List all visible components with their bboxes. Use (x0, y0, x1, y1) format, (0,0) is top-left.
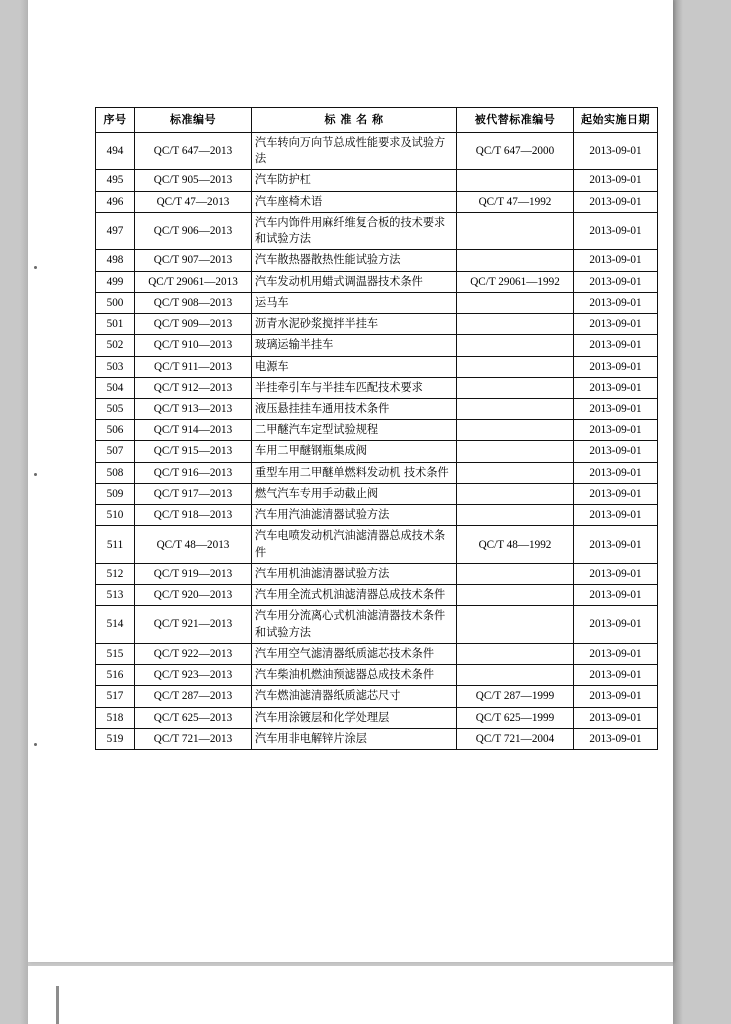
cell-replaced (457, 292, 574, 313)
cell-code: QC/T 287—2013 (135, 686, 252, 707)
cell-date: 2013-09-01 (574, 314, 658, 335)
cell-index: 516 (96, 665, 135, 686)
table-row (96, 526, 658, 563)
table-body (96, 132, 658, 749)
cell-code: QC/T 47—2013 (135, 191, 252, 212)
cell-replaced (457, 606, 574, 643)
cell-index: 506 (96, 420, 135, 441)
table-row (96, 132, 658, 169)
cell-name: 汽车用分流离心式机油滤清器技术条件和试验方法 (252, 606, 457, 643)
cell-replaced: QC/T 48—1992 (457, 526, 574, 563)
cell-code: QC/T 909—2013 (135, 314, 252, 335)
cell-replaced (457, 335, 574, 356)
cell-index: 503 (96, 356, 135, 377)
cell-code: QC/T 721—2013 (135, 728, 252, 749)
cell-name: 车用二甲醚钢瓶集成阀 (252, 441, 457, 462)
table-row (96, 606, 658, 643)
cell-index: 496 (96, 191, 135, 212)
cell-replaced: QC/T 625—1999 (457, 707, 574, 728)
cell-code: QC/T 917—2013 (135, 483, 252, 504)
cell-replaced: QC/T 647—2000 (457, 132, 574, 169)
table-header-row (96, 108, 658, 133)
cell-name: 汽车转向万向节总成性能要求及试验方法 (252, 132, 457, 169)
table-row (96, 728, 658, 749)
cell-index: 495 (96, 170, 135, 191)
page-right-shadow (673, 0, 683, 1024)
cell-name: 汽车用空气滤清器纸质滤芯技术条件 (252, 643, 457, 664)
cell-name: 半挂牵引车与半挂车匹配技术要求 (252, 377, 457, 398)
cell-date: 2013-09-01 (574, 526, 658, 563)
cell-date: 2013-09-01 (574, 250, 658, 271)
column-header-date: 起始实施日期 (574, 108, 658, 133)
cell-name: 汽车发动机用蜡式调温器技术条件 (252, 271, 457, 292)
cell-replaced (457, 250, 574, 271)
column-header-code: 标准编号 (135, 108, 252, 133)
cell-name: 汽车用机油滤清器试验方法 (252, 563, 457, 584)
cell-code: QC/T 922—2013 (135, 643, 252, 664)
cell-name: 汽车柴油机燃油预滤器总成技术条件 (252, 665, 457, 686)
cell-date: 2013-09-01 (574, 585, 658, 606)
cell-name: 液压悬挂挂车通用技术条件 (252, 398, 457, 419)
cell-index: 498 (96, 250, 135, 271)
standards-table (95, 107, 658, 750)
cell-date: 2013-09-01 (574, 505, 658, 526)
cell-code: QC/T 48—2013 (135, 526, 252, 563)
table-row (96, 643, 658, 664)
cell-name: 燃气汽车专用手动截止阀 (252, 483, 457, 504)
cell-index: 519 (96, 728, 135, 749)
cell-index: 500 (96, 292, 135, 313)
cell-name: 二甲醚汽车定型试验规程 (252, 420, 457, 441)
cell-replaced (457, 563, 574, 584)
cell-date: 2013-09-01 (574, 606, 658, 643)
cell-index: 507 (96, 441, 135, 462)
cell-replaced (457, 420, 574, 441)
cell-replaced (457, 665, 574, 686)
column-header-name: 标 准 名 称 (252, 108, 457, 133)
table-row (96, 271, 658, 292)
table-row (96, 292, 658, 313)
cell-name: 汽车座椅术语 (252, 191, 457, 212)
cell-name: 汽车用非电解锌片涂层 (252, 728, 457, 749)
cell-code: QC/T 920—2013 (135, 585, 252, 606)
table-row (96, 441, 658, 462)
cell-code: QC/T 911—2013 (135, 356, 252, 377)
cell-name: 汽车燃油滤清器纸质滤芯尺寸 (252, 686, 457, 707)
cell-date: 2013-09-01 (574, 132, 658, 169)
cell-date: 2013-09-01 (574, 728, 658, 749)
cell-index: 509 (96, 483, 135, 504)
table-row (96, 483, 658, 504)
cell-code: QC/T 912—2013 (135, 377, 252, 398)
table-row (96, 335, 658, 356)
cell-date: 2013-09-01 (574, 462, 658, 483)
cell-replaced (457, 356, 574, 377)
cell-date: 2013-09-01 (574, 665, 658, 686)
table-row (96, 686, 658, 707)
cell-code: QC/T 905—2013 (135, 170, 252, 191)
cell-date: 2013-09-01 (574, 398, 658, 419)
cell-code: QC/T 647—2013 (135, 132, 252, 169)
cell-name: 运马车 (252, 292, 457, 313)
cell-index: 518 (96, 707, 135, 728)
cell-code: QC/T 916—2013 (135, 462, 252, 483)
cell-date: 2013-09-01 (574, 686, 658, 707)
cell-code: QC/T 907—2013 (135, 250, 252, 271)
cell-code: QC/T 918—2013 (135, 505, 252, 526)
document-next-page-edge (28, 966, 673, 1024)
cell-index: 494 (96, 132, 135, 169)
cell-date: 2013-09-01 (574, 335, 658, 356)
cell-date: 2013-09-01 (574, 483, 658, 504)
cell-replaced: QC/T 287—1999 (457, 686, 574, 707)
binding-mark (34, 743, 37, 746)
table-row (96, 707, 658, 728)
table-row (96, 398, 658, 419)
cell-replaced (457, 398, 574, 419)
table-row (96, 665, 658, 686)
column-header-replaced: 被代替标准编号 (457, 108, 574, 133)
cell-name: 电源车 (252, 356, 457, 377)
cell-name: 沥青水泥砂浆搅拌半挂车 (252, 314, 457, 335)
cell-index: 505 (96, 398, 135, 419)
table-row (96, 420, 658, 441)
column-header-index: 序号 (96, 108, 135, 133)
table-row (96, 170, 658, 191)
cell-date: 2013-09-01 (574, 191, 658, 212)
page-left-shadow (20, 0, 28, 1024)
cell-code: QC/T 913—2013 (135, 398, 252, 419)
cell-index: 508 (96, 462, 135, 483)
cell-replaced (457, 483, 574, 504)
cell-replaced (457, 212, 574, 249)
cell-index: 497 (96, 212, 135, 249)
table-row (96, 250, 658, 271)
cell-code: QC/T 914—2013 (135, 420, 252, 441)
cell-date: 2013-09-01 (574, 420, 658, 441)
table-row (96, 585, 658, 606)
cell-index: 501 (96, 314, 135, 335)
cell-date: 2013-09-01 (574, 271, 658, 292)
table-row (96, 563, 658, 584)
cell-index: 510 (96, 505, 135, 526)
cell-name: 汽车散热器散热性能试验方法 (252, 250, 457, 271)
cell-date: 2013-09-01 (574, 643, 658, 664)
cell-name: 汽车防护杠 (252, 170, 457, 191)
cell-index: 511 (96, 526, 135, 563)
table-row (96, 377, 658, 398)
cell-index: 513 (96, 585, 135, 606)
cell-replaced: QC/T 29061—1992 (457, 271, 574, 292)
binding-stripe (56, 986, 59, 1024)
cell-date: 2013-09-01 (574, 212, 658, 249)
cell-name: 汽车用汽油滤清器试验方法 (252, 505, 457, 526)
cell-date: 2013-09-01 (574, 441, 658, 462)
cell-name: 汽车用涂镀层和化学处理层 (252, 707, 457, 728)
cell-code: QC/T 915—2013 (135, 441, 252, 462)
cell-date: 2013-09-01 (574, 356, 658, 377)
cell-code: QC/T 919—2013 (135, 563, 252, 584)
cell-index: 499 (96, 271, 135, 292)
cell-index: 517 (96, 686, 135, 707)
table-row (96, 505, 658, 526)
cell-replaced (457, 585, 574, 606)
cell-date: 2013-09-01 (574, 292, 658, 313)
cell-code: QC/T 908—2013 (135, 292, 252, 313)
cell-code: QC/T 625—2013 (135, 707, 252, 728)
cell-replaced (457, 314, 574, 335)
cell-code: QC/T 921—2013 (135, 606, 252, 643)
cell-code: QC/T 923—2013 (135, 665, 252, 686)
cell-replaced (457, 505, 574, 526)
cell-date: 2013-09-01 (574, 707, 658, 728)
cell-name: 重型车用二甲醚单燃料发动机 技术条件 (252, 462, 457, 483)
cell-code: QC/T 906—2013 (135, 212, 252, 249)
table-row (96, 462, 658, 483)
cell-index: 515 (96, 643, 135, 664)
binding-mark (34, 473, 37, 476)
table-row (96, 314, 658, 335)
binding-mark (34, 266, 37, 269)
cell-code: QC/T 910—2013 (135, 335, 252, 356)
cell-index: 514 (96, 606, 135, 643)
cell-date: 2013-09-01 (574, 563, 658, 584)
cell-name: 汽车用全流式机油滤清器总成技术条件 (252, 585, 457, 606)
cell-replaced: QC/T 721—2004 (457, 728, 574, 749)
cell-name: 汽车电喷发动机汽油滤清器总成技术条件 (252, 526, 457, 563)
cell-name: 汽车内饰件用麻纤维复合板的技术要求和试验方法 (252, 212, 457, 249)
table-row (96, 212, 658, 249)
table-row (96, 191, 658, 212)
cell-name: 玻璃运输半挂车 (252, 335, 457, 356)
cell-index: 512 (96, 563, 135, 584)
cell-replaced (457, 170, 574, 191)
cell-index: 504 (96, 377, 135, 398)
cell-replaced (457, 643, 574, 664)
cell-replaced (457, 462, 574, 483)
cell-replaced (457, 441, 574, 462)
cell-index: 502 (96, 335, 135, 356)
cell-replaced: QC/T 47—1992 (457, 191, 574, 212)
cell-code: QC/T 29061—2013 (135, 271, 252, 292)
cell-replaced (457, 377, 574, 398)
cell-date: 2013-09-01 (574, 377, 658, 398)
table-row (96, 356, 658, 377)
cell-date: 2013-09-01 (574, 170, 658, 191)
